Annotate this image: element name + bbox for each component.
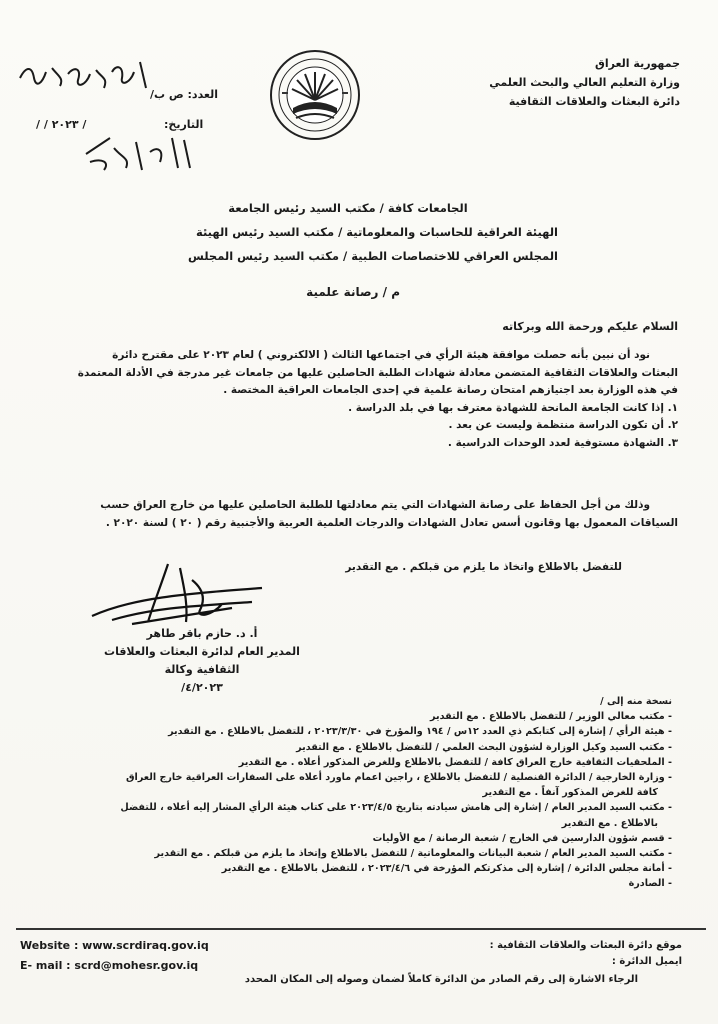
body-paragraph-2	[38, 496, 678, 532]
copy-item: - الصادرة	[628, 878, 672, 890]
condition-item: ۳. الشهادة مستوفية لعدد الوحدات الدراسية .	[447, 436, 678, 449]
condition-item: ۱. إذا كانت الجامعة المانحة للشهادة معترف بها في بلد الدراسة .	[348, 401, 678, 414]
recipient-line: الجامعات كافة / مكتب السيد رئيس الجامعة	[228, 201, 468, 215]
copy-item: - أمانة مجلس الدائرة / إشارة إلى مذكرتكم المؤرخة في ۲۰۲۳/٤/٦ ، للتفضل بالاطلاع . مع التقدير	[221, 863, 672, 875]
footer-email-link[interactable]: E- mail : scrd@mohesr.gov.iq	[20, 959, 199, 972]
copy-item: - مكتب معالي الوزير / للتفضل بالاطلاع . مع التقدير	[430, 711, 672, 723]
number-label: العدد: ص ب/	[150, 88, 219, 101]
letter-greeting: السلام عليكم ورحمة الله وبركاته	[502, 320, 678, 333]
copy-item: - هيئة الرأي / إشارة إلى كتابكم ذي العدد ۱۲س / ۱۹٤ والمؤرخ في ۲۰۲۳/۳/۳۰ ، للتفضل بالاطلاع . مع التقدير	[168, 726, 672, 738]
footer-contacts	[20, 936, 209, 976]
copy-item: - مكتب السيد المدير العام / شعبة البيانات والمعلوماتية / للتفضل بالاطلاع وإتخاذ ما يلزم من قبلكم . مع التقدير	[154, 848, 672, 860]
recipient-line: المجلس العراقي للاختصاصات الطبية / مكتب السيد رئيس المجلس	[187, 249, 558, 263]
handwritten-date-icon	[80, 128, 200, 178]
copy-item: كافة للغرض المذكور آنفاً . مع التقدير	[482, 787, 658, 799]
closing-line: للتفضل بالاطلاع واتخاذ ما يلزم من قبلكم . مع التقدير	[345, 561, 622, 573]
ministry-seal-logo-icon	[268, 48, 362, 142]
body-line: في هذه الوزارة بعد اجتيازهم امتحان رصانة علمية في إحدى الجامعات العراقية المختصة .	[223, 384, 678, 396]
signer-name: أ. د. حازم باقر طاهر	[146, 627, 258, 640]
header-line-ministry: وزارة التعليم العالي والبحث العلمي	[489, 76, 680, 89]
body-paragraph-1	[38, 347, 678, 452]
copies-title: نسخة منه إلى /	[600, 696, 672, 707]
footer-label: ايميل الدائرة :	[611, 956, 682, 967]
date-label: التاريخ:	[164, 118, 204, 131]
body-line: البعثات والعلاقات الثقافية المتضمن معادلة شهادات الطلبة الحاصلين عليها من جامعات غير مدرجة في الأدلة المعتمدة	[77, 366, 678, 379]
copies-block	[32, 694, 672, 892]
footer-label: موقع دائرة البعثات والعلاقات الثقافية :	[489, 940, 682, 951]
header-line-directorate: دائرة البعثات والعلاقات الثقافية	[508, 95, 680, 108]
copy-item: - مكتب السيد وكيل الوزارة لشؤون البحث العلمي / للتفضل بالاطلاع . مع التقدير	[296, 741, 672, 753]
copy-item: - الملحقيات الثقافية خارج العراق كافة / للتفضل بالاطلاع وللغرض المذكور أعلاه . مع التقدير	[238, 756, 672, 768]
handwritten-number-icon	[12, 48, 162, 98]
signer-block	[82, 625, 322, 697]
copy-item: - قسم شؤون الدارسين في الخارج / شعبة الرصانة / مع الأوليات	[372, 832, 672, 844]
recipient-line: الهيئة العراقية للحاسبات والمعلوماتية / مكتب السيد رئيس الهيئة	[195, 225, 558, 239]
copy-item: - مكتب السيد المدير العام / إشارة إلى هامش سيادته بتاريخ ۲۰۲۳/٤/٥ على كتاب هيئة الرأي المشار إليه أعلاه ، للتفضل	[120, 802, 672, 814]
copy-item: - وزارة الخارجية / الدائرة القنصلية / للتفضل بالاطلاع ، راجين اعمام ماورد أعلاه على السفارات العراقية خارج العراق	[125, 772, 672, 784]
signer-date: ۲۰۲۳/٤/	[181, 681, 223, 694]
footer-labels	[490, 938, 682, 970]
letterhead-ministry	[470, 54, 680, 111]
date-value: / ۲۰۲۳ / /	[36, 118, 87, 131]
copy-item: بالاطلاع . مع التقدير	[561, 817, 658, 829]
letter-subject: م / رصانة علمية	[306, 285, 400, 299]
header-line-country: جمهورية العراق	[595, 57, 680, 70]
footer-website-link[interactable]: Website : www.scrdiraq.gov.iq	[20, 939, 209, 952]
footer-divider	[16, 928, 706, 930]
recipients-block	[138, 196, 558, 268]
condition-item: ۲. أن تكون الدراسة منتظمة وليست عن بعد .	[448, 419, 678, 431]
footer-note: الرجاء الاشارة إلى رقم الصادر من الدائرة كاملاً لضمان وصوله إلى المكان المحدد	[244, 974, 638, 985]
signer-title: المدير العام لدائرة البعثات والعلاقات الثقافية وكالة	[104, 645, 300, 676]
body-line: وذلك من أجل الحفاظ على رصانة الشهادات التي يتم معادلتها للطلبة الحاصلين عليها من خارج العراق حسب	[100, 499, 650, 511]
body-line: السياقات المعمول بها وقانون أسس تعادل الشهادات والدرجات العلمية العربية والأجنبية رقم ( ۲۰ ) لسنة ۲۰۲۰ .	[105, 517, 678, 529]
body-line: نود أن نبين بأنه حصلت موافقة هيئة الرأي في اجتماعها الثالث ( الالكتروني ) لعام ۲۰۲۳ على مقترح دائرة	[112, 349, 650, 361]
